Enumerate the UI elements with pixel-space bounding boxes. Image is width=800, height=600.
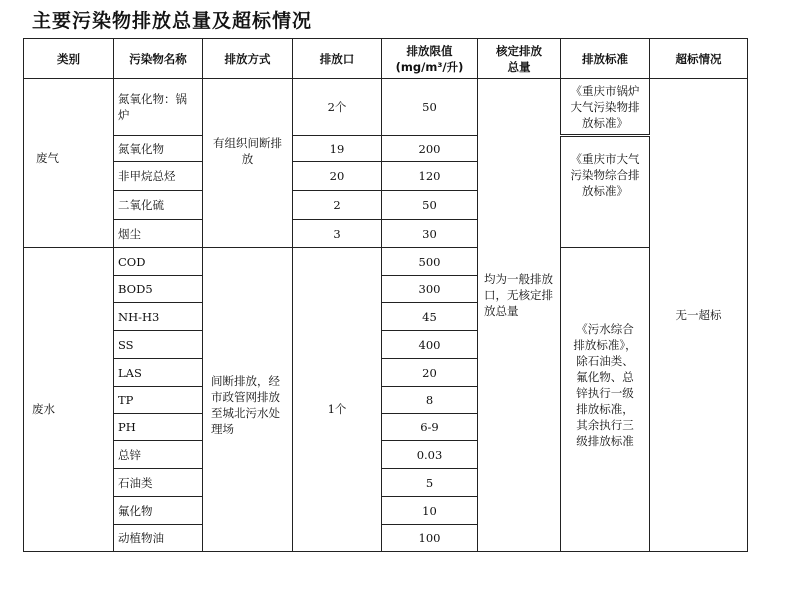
limit-cell: 10 (382, 497, 478, 525)
document-title: 主要污染物排放总量及超标情况 (32, 10, 313, 32)
pollutant-cell: TP (114, 387, 203, 414)
limit-cell: 8 (382, 387, 478, 414)
outlet-cell: 19 (293, 136, 382, 162)
limit-cell: 50 (382, 79, 478, 136)
header-standard: 排放标准 (561, 39, 650, 79)
pollutant-cell: 非甲烷总烃 (114, 162, 203, 191)
header-exceed: 超标情况 (650, 39, 748, 79)
emission-table (23, 38, 748, 552)
limit-cell: 100 (382, 525, 478, 552)
outlet-cell: 3 (293, 220, 382, 248)
pollutant-cell: SS (114, 331, 203, 359)
exceed-note: 无一超标 (650, 79, 748, 552)
standard-water: 《污水综合排放标准》，除石油类、氟化物、总锌执行一级排放标准，其余执行三级排放标准 (561, 248, 650, 552)
limit-cell: 200 (382, 136, 478, 162)
limit-cell: 300 (382, 276, 478, 303)
category-gas: 废气 (24, 79, 114, 248)
outlet-cell: 2个 (293, 79, 382, 136)
pollutant-cell: COD (114, 248, 203, 276)
standard-boiler: 《重庆市锅炉大气污染物排放标准》 (561, 79, 650, 136)
header-quota-line2: 总量 (507, 59, 531, 74)
limit-cell: 0.03 (382, 441, 478, 469)
limit-cell: 5 (382, 469, 478, 497)
header-outlet: 排放口 (293, 39, 382, 79)
table-row (24, 79, 748, 136)
table-row (24, 136, 748, 162)
header-limit-line2: (mg/m³/升) (395, 59, 464, 74)
outlet-cell: 20 (293, 162, 382, 191)
method-gas: 有组织间断排放 (203, 79, 293, 248)
standard-general: 《重庆市大气污染物综合排放标准》 (561, 136, 650, 248)
limit-cell: 20 (382, 359, 478, 387)
header-quota (478, 39, 561, 79)
limit-cell: 500 (382, 248, 478, 276)
limit-cell: 6-9 (382, 414, 478, 441)
header-limit (382, 39, 478, 79)
category-water: 废水 (24, 248, 114, 552)
outlet-water: 1个 (293, 248, 382, 552)
header-pollutant: 污染物名称 (114, 39, 203, 79)
pollutant-cell: LAS (114, 359, 203, 387)
limit-cell: 120 (382, 162, 478, 191)
limit-cell: 45 (382, 303, 478, 331)
outlet-cell: 2 (293, 191, 382, 220)
pollutant-cell: NH-H3 (114, 303, 203, 331)
header-row (24, 39, 748, 79)
header-category: 类别 (24, 39, 114, 79)
pollutant-cell: 石油类 (114, 469, 203, 497)
pollutant-cell: 总锌 (114, 441, 203, 469)
pollutant-cell: 动植物油 (114, 525, 203, 552)
limit-cell: 400 (382, 331, 478, 359)
pollutant-cell: 氟化物 (114, 497, 203, 525)
pollutant-cell: 烟尘 (114, 220, 203, 248)
limit-cell: 50 (382, 191, 478, 220)
pollutant-cell: 氮氧化物：锅炉 (114, 79, 203, 136)
method-water: 间断排放，经市政管网排放至城北污水处理场 (203, 248, 293, 552)
header-limit-line1: 排放限值 (406, 43, 453, 58)
quota-note: 均为一般排放口，无核定排放总量 (478, 79, 561, 552)
header-method: 排放方式 (203, 39, 293, 79)
table-row (24, 248, 748, 276)
pollutant-cell: PH (114, 414, 203, 441)
pollutant-cell: 氮氧化物 (114, 136, 203, 162)
header-quota-line1: 核定排放 (496, 43, 542, 58)
pollutant-cell: BOD5 (114, 276, 203, 303)
pollutant-cell: 二氧化硫 (114, 191, 203, 220)
limit-cell: 30 (382, 220, 478, 248)
